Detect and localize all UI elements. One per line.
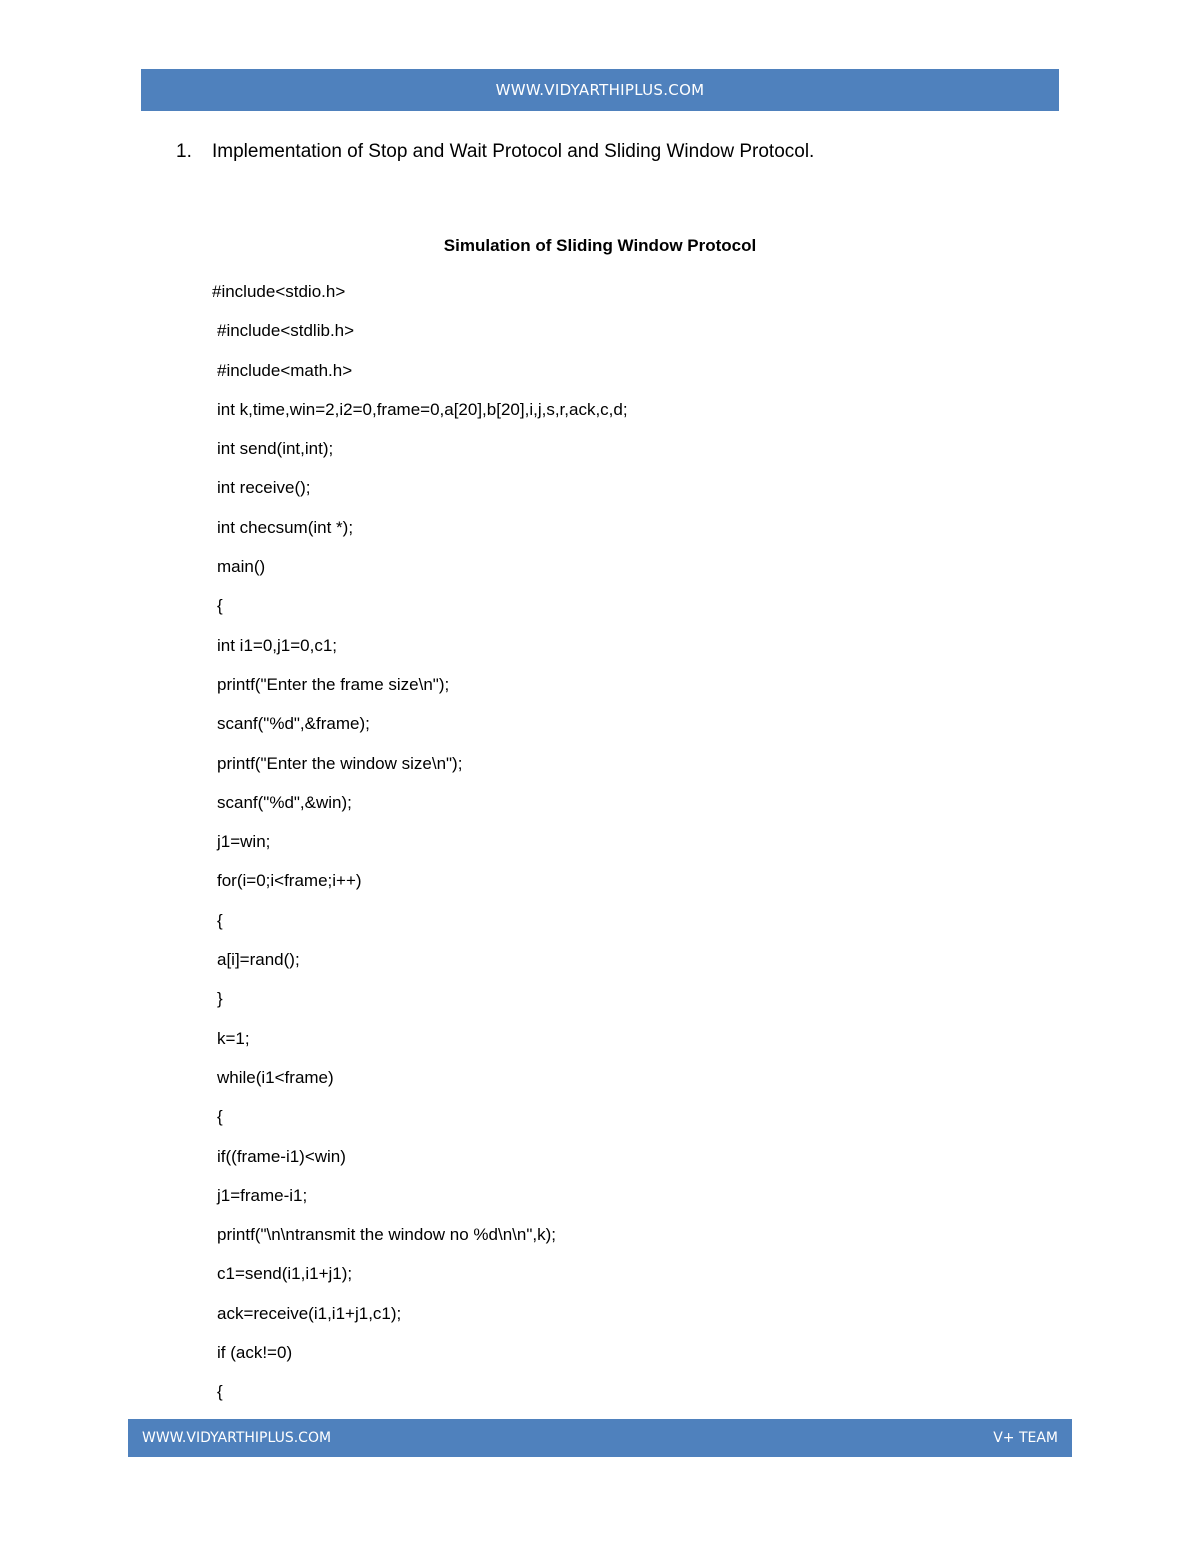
- code-line: int k,time,win=2,i2=0,frame=0,a[20],b[20],i,j,s,r,ack,c,d;: [217, 399, 628, 419]
- code-line: {: [217, 1382, 223, 1402]
- code-line: ack=receive(i1,i1+j1,c1);: [217, 1303, 402, 1323]
- code-line: int checsum(int *);: [217, 517, 354, 537]
- code-line: c1=send(i1,i1+j1);: [217, 1264, 353, 1284]
- page-header: [141, 69, 1059, 111]
- code-line: {: [217, 1107, 223, 1127]
- code-line: {: [217, 910, 223, 930]
- code-line: a[i]=rand();: [217, 950, 300, 970]
- code-line: printf("\n\ntransmit the window no %d\n\n",k);: [217, 1225, 556, 1245]
- code-line: if (ack!=0): [217, 1343, 293, 1363]
- code-line: while(i1<frame): [217, 1067, 334, 1087]
- code-line: printf("Enter the frame size\n");: [217, 674, 450, 694]
- code-line: }: [217, 989, 223, 1009]
- question-title: Implementation of Stop and Wait Protocol and Sliding Window Protocol.: [212, 141, 815, 162]
- code-line: j1=frame-i1;: [217, 1185, 308, 1205]
- code-line: #include<stdlib.h>: [217, 321, 355, 341]
- code-line: main(): [217, 557, 266, 577]
- code-line: int send(int,int);: [217, 439, 334, 459]
- code-line: for(i=0;i<frame;i++): [217, 871, 362, 891]
- code-line: scanf("%d",&frame);: [217, 714, 370, 734]
- code-line: scanf("%d",&win);: [217, 792, 352, 812]
- footer-team-name: V+ TEAM: [993, 1430, 1058, 1446]
- code-line: int i1=0,j1=0,c1;: [217, 635, 338, 655]
- code-line: k=1;: [217, 1028, 250, 1048]
- footer-site-name: WWW.VIDYARTHIPLUS.COM: [142, 1430, 332, 1446]
- code-line: {: [217, 596, 223, 616]
- header-site-name: WWW.VIDYARTHIPLUS.COM: [495, 81, 705, 99]
- code-line: if((frame-i1)<win): [217, 1146, 346, 1166]
- code-line: int receive();: [217, 478, 311, 498]
- code-line: j1=win;: [217, 832, 271, 852]
- code-listing: [212, 280, 628, 1420]
- question-number: 1.: [176, 141, 192, 162]
- question-heading: [176, 141, 814, 163]
- section-title: Simulation of Sliding Window Protocol: [443, 236, 757, 255]
- code-line: printf("Enter the window size\n");: [217, 753, 463, 773]
- code-line: #include<stdio.h>: [212, 282, 346, 301]
- page-footer: [128, 1419, 1072, 1457]
- code-line: #include<math.h>: [217, 360, 353, 380]
